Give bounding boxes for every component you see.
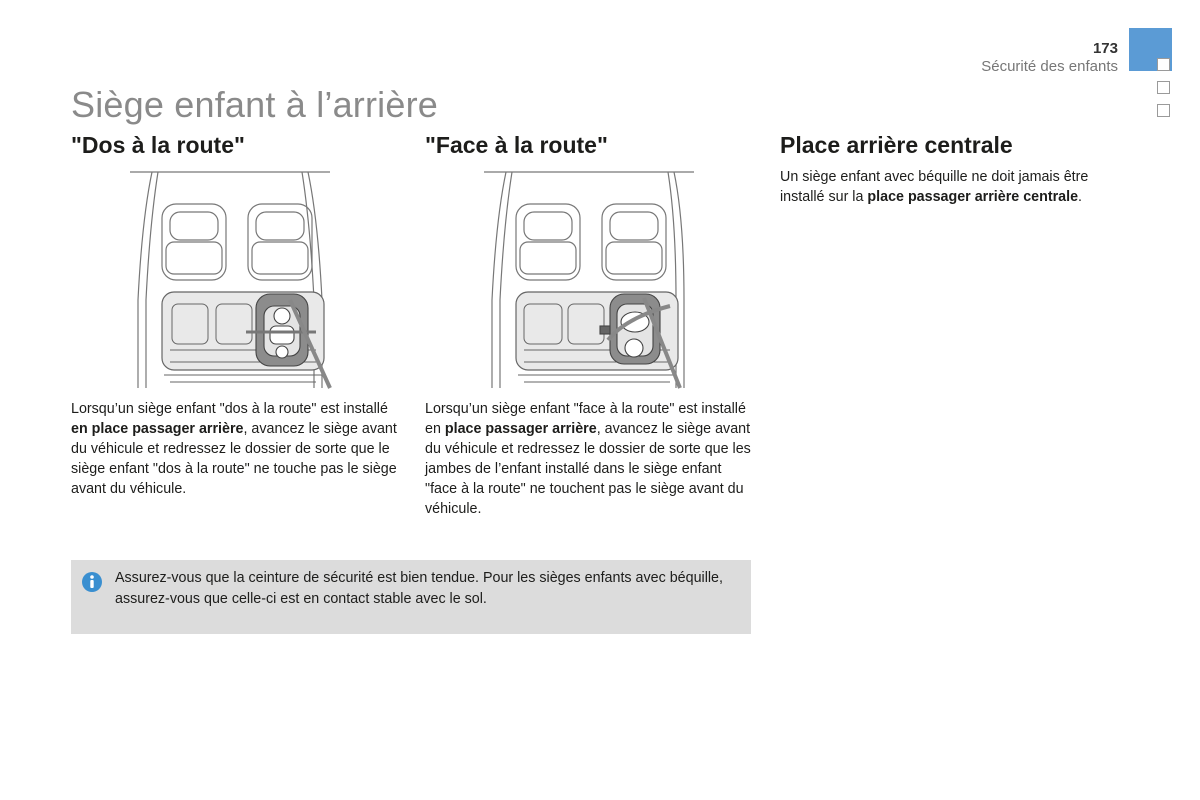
center-rear-text-2: .	[1078, 189, 1083, 205]
section-name: Sécurité des enfants	[981, 58, 1118, 75]
rear-facing-seat-illustration	[130, 170, 360, 390]
info-text: Assurez-vous que la ceinture de sécurité est bien tendue. Pour les sièges enfants avec béquille, assurez-vous que celle-ci est en contact stable avec le sol.	[115, 570, 723, 607]
nav-square-1[interactable]	[1157, 58, 1170, 71]
forward-facing-text-bold: place passager arrière	[444, 421, 597, 437]
forward-facing-heading: "Face à la route"	[425, 132, 608, 158]
page-title: Siège enfant à l’arrière	[71, 84, 439, 125]
rear-facing-text-bold: en place passager arrière	[71, 421, 244, 437]
center-rear-paragraph	[780, 167, 1098, 207]
center-rear-text-1: Un siège enfant avec béquille ne doit jamais être installé sur la	[780, 169, 1089, 205]
info-box	[71, 560, 751, 634]
rear-facing-paragraph	[71, 399, 401, 499]
rear-facing-text-2: , avancez le siège avant du véhicule et redressez le dossier de sorte que le siège enfant "dos à la route" ne touche pas le siège avant du véhicule.	[71, 421, 397, 497]
forward-facing-paragraph	[425, 399, 757, 519]
center-rear-heading: Place arrière centrale	[780, 132, 1013, 158]
forward-facing-seat-illustration	[484, 170, 714, 390]
rear-facing-heading: "Dos à la route"	[71, 132, 245, 158]
nav-square-2[interactable]	[1157, 81, 1170, 94]
forward-facing-text-1: Lorsqu’un siège enfant "face à la route" est installé en	[425, 401, 746, 437]
nav-square-3[interactable]	[1157, 104, 1170, 117]
center-rear-text-bold: place passager arrière centrale	[867, 189, 1079, 205]
info-icon	[82, 572, 102, 592]
page-number: 173	[1092, 40, 1118, 57]
rear-facing-text-1: Lorsqu’un siège enfant "dos à la route" est installé	[71, 401, 388, 417]
forward-facing-text-2: , avancez le siège avant du véhicule et redressez le dossier de sorte que les jambes de l’enfant installé dans le siège enfant "face à la route" ne touchent pas le siège avant du véhicule.	[425, 421, 751, 517]
